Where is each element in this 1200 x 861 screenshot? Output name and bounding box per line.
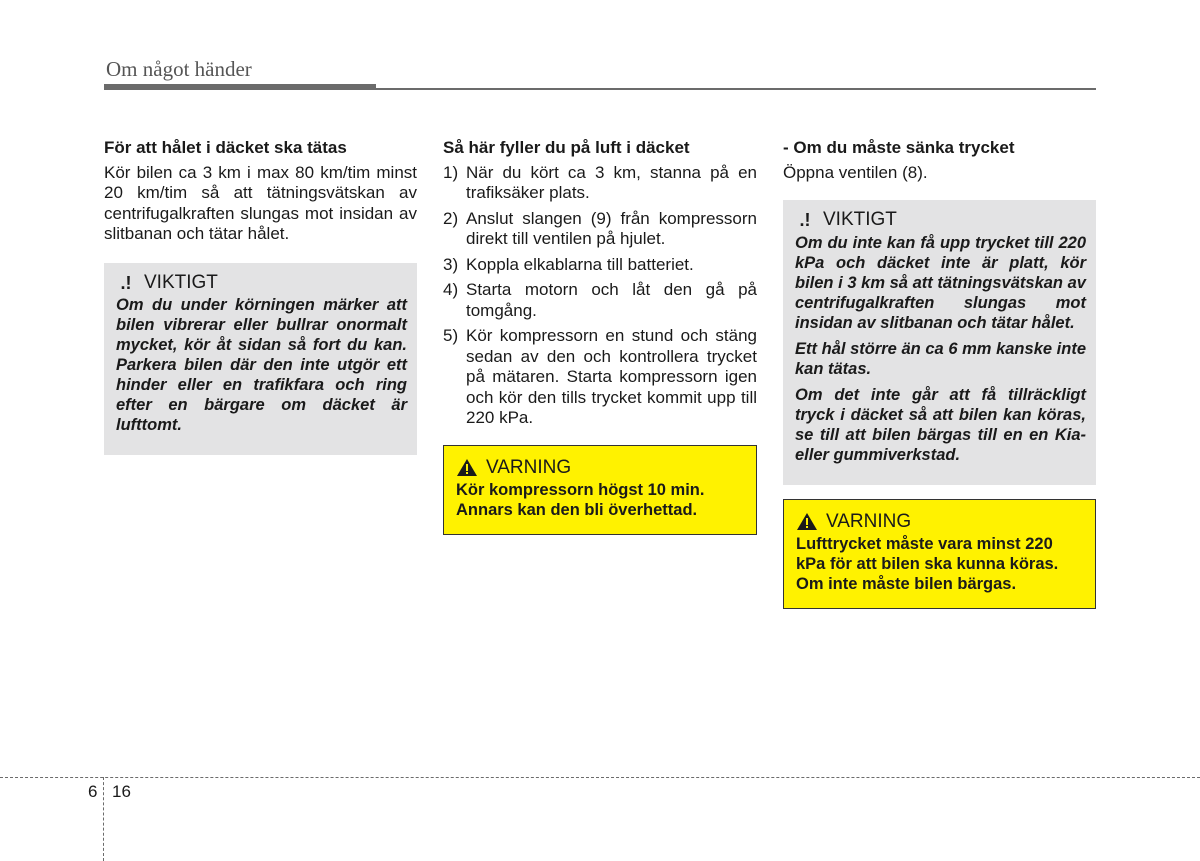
note-box-viktigt bbox=[104, 263, 417, 456]
note-title-row bbox=[116, 273, 407, 294]
exclamation-icon: .! bbox=[120, 272, 132, 293]
warning-title-row bbox=[796, 512, 1083, 533]
step-number: 1) bbox=[443, 162, 459, 182]
steps-list bbox=[443, 163, 757, 429]
list-item bbox=[443, 326, 757, 429]
step-number: 2) bbox=[443, 208, 459, 228]
page-number: 16 bbox=[112, 782, 131, 801]
step-text: Koppla elkablarna till batteriet. bbox=[466, 254, 694, 274]
note-paragraph: Om det inte går att få tillräckligt tryck i däcket så att bilen kan köras, se till att bilen bärgas till en en Kia- eller gummiverkstad. bbox=[795, 385, 1086, 464]
body-paragraph: Öppna ventilen (8). bbox=[783, 162, 928, 182]
list-item bbox=[443, 255, 757, 276]
list-item bbox=[443, 163, 757, 204]
warning-title-row bbox=[456, 458, 744, 479]
note-body bbox=[116, 295, 407, 435]
step-text: Anslut slangen (9) från kompressorn direkt till ventilen på hjulet. bbox=[466, 208, 757, 248]
list-item bbox=[443, 209, 757, 250]
step-text: När du kört ca 3 km, stanna på en trafiksäker plats. bbox=[466, 162, 757, 202]
page-title: Om något händer bbox=[106, 57, 252, 81]
note-body bbox=[795, 233, 1086, 465]
warning-triangle-icon bbox=[456, 458, 478, 477]
note-paragraph: Ett hål större än ca 6 mm kanske inte kan tätas. bbox=[795, 339, 1086, 378]
note-box-viktigt bbox=[783, 200, 1096, 485]
exclamation-icon: .! bbox=[799, 210, 811, 230]
footer-rule bbox=[0, 777, 1200, 778]
list-item bbox=[443, 280, 757, 321]
warning-box-varning bbox=[443, 445, 757, 536]
section-heading: För att hålet i däcket ska tätas bbox=[104, 138, 347, 157]
note-title: VIKTIGT bbox=[144, 271, 218, 293]
note-paragraph: Om du inte kan få upp trycket till 220 kPa och däcket inte är platt, kör bilen i 3 km så att tätningsvätskan av centrifugalkraften slungas mot insidan av slitbanan och tätar hålet. bbox=[795, 233, 1086, 332]
step-text: Starta motorn och låt den gå på tomgång. bbox=[466, 280, 757, 320]
step-text: Kör kompressorn en stund och stäng sedan av den och kontrollera trycket på mätaren. Starta kompressorn igen och kör den tills trycket kommit upp till 220 kPa. bbox=[466, 326, 757, 427]
step-number: 3) bbox=[443, 254, 459, 274]
warning-triangle-icon bbox=[796, 512, 818, 531]
body-paragraph: Kör bilen ca 3 km i max 80 km/tim minst 20 km/tim så att tätningsvätskan av centrifugalkraften slungas mot insidan av slitbanan och tätar hålet. bbox=[104, 162, 417, 243]
warning-text: Kör kompressorn högst 10 min. Annars kan den bli överhettad. bbox=[456, 481, 705, 519]
warning-box-varning bbox=[783, 499, 1096, 610]
note-title: VIKTIGT bbox=[823, 209, 897, 230]
chapter-number: 6 bbox=[88, 782, 98, 801]
step-number: 5) bbox=[443, 326, 459, 345]
column-3 bbox=[783, 138, 1096, 609]
warning-text: Lufttrycket måste vara minst 220 kPa för att bilen ska kunna köras. Om inte måste bilen bärgas. bbox=[796, 535, 1059, 593]
step-number: 4) bbox=[443, 280, 459, 299]
warning-title: VARNING bbox=[486, 456, 572, 478]
column-1 bbox=[104, 138, 417, 455]
section-heading: - Om du måste sänka trycket bbox=[783, 138, 1015, 157]
footer-divider bbox=[103, 777, 104, 861]
column-2 bbox=[443, 138, 757, 535]
section-heading: Så här fyller du på luft i däcket bbox=[443, 138, 690, 157]
note-paragraph: Om du under körningen märker att bilen vibrerar eller bullrar onormalt mycket, kör åt sidan så fort du kan. Parkera bilen där den inte utgör ett hinder eller en trafikfara och ring efter en bärgare om däcket är lufttomt. bbox=[116, 296, 407, 434]
warning-title: VARNING bbox=[826, 510, 912, 532]
note-title-row bbox=[795, 210, 1086, 231]
header-rule-accent bbox=[104, 84, 376, 90]
